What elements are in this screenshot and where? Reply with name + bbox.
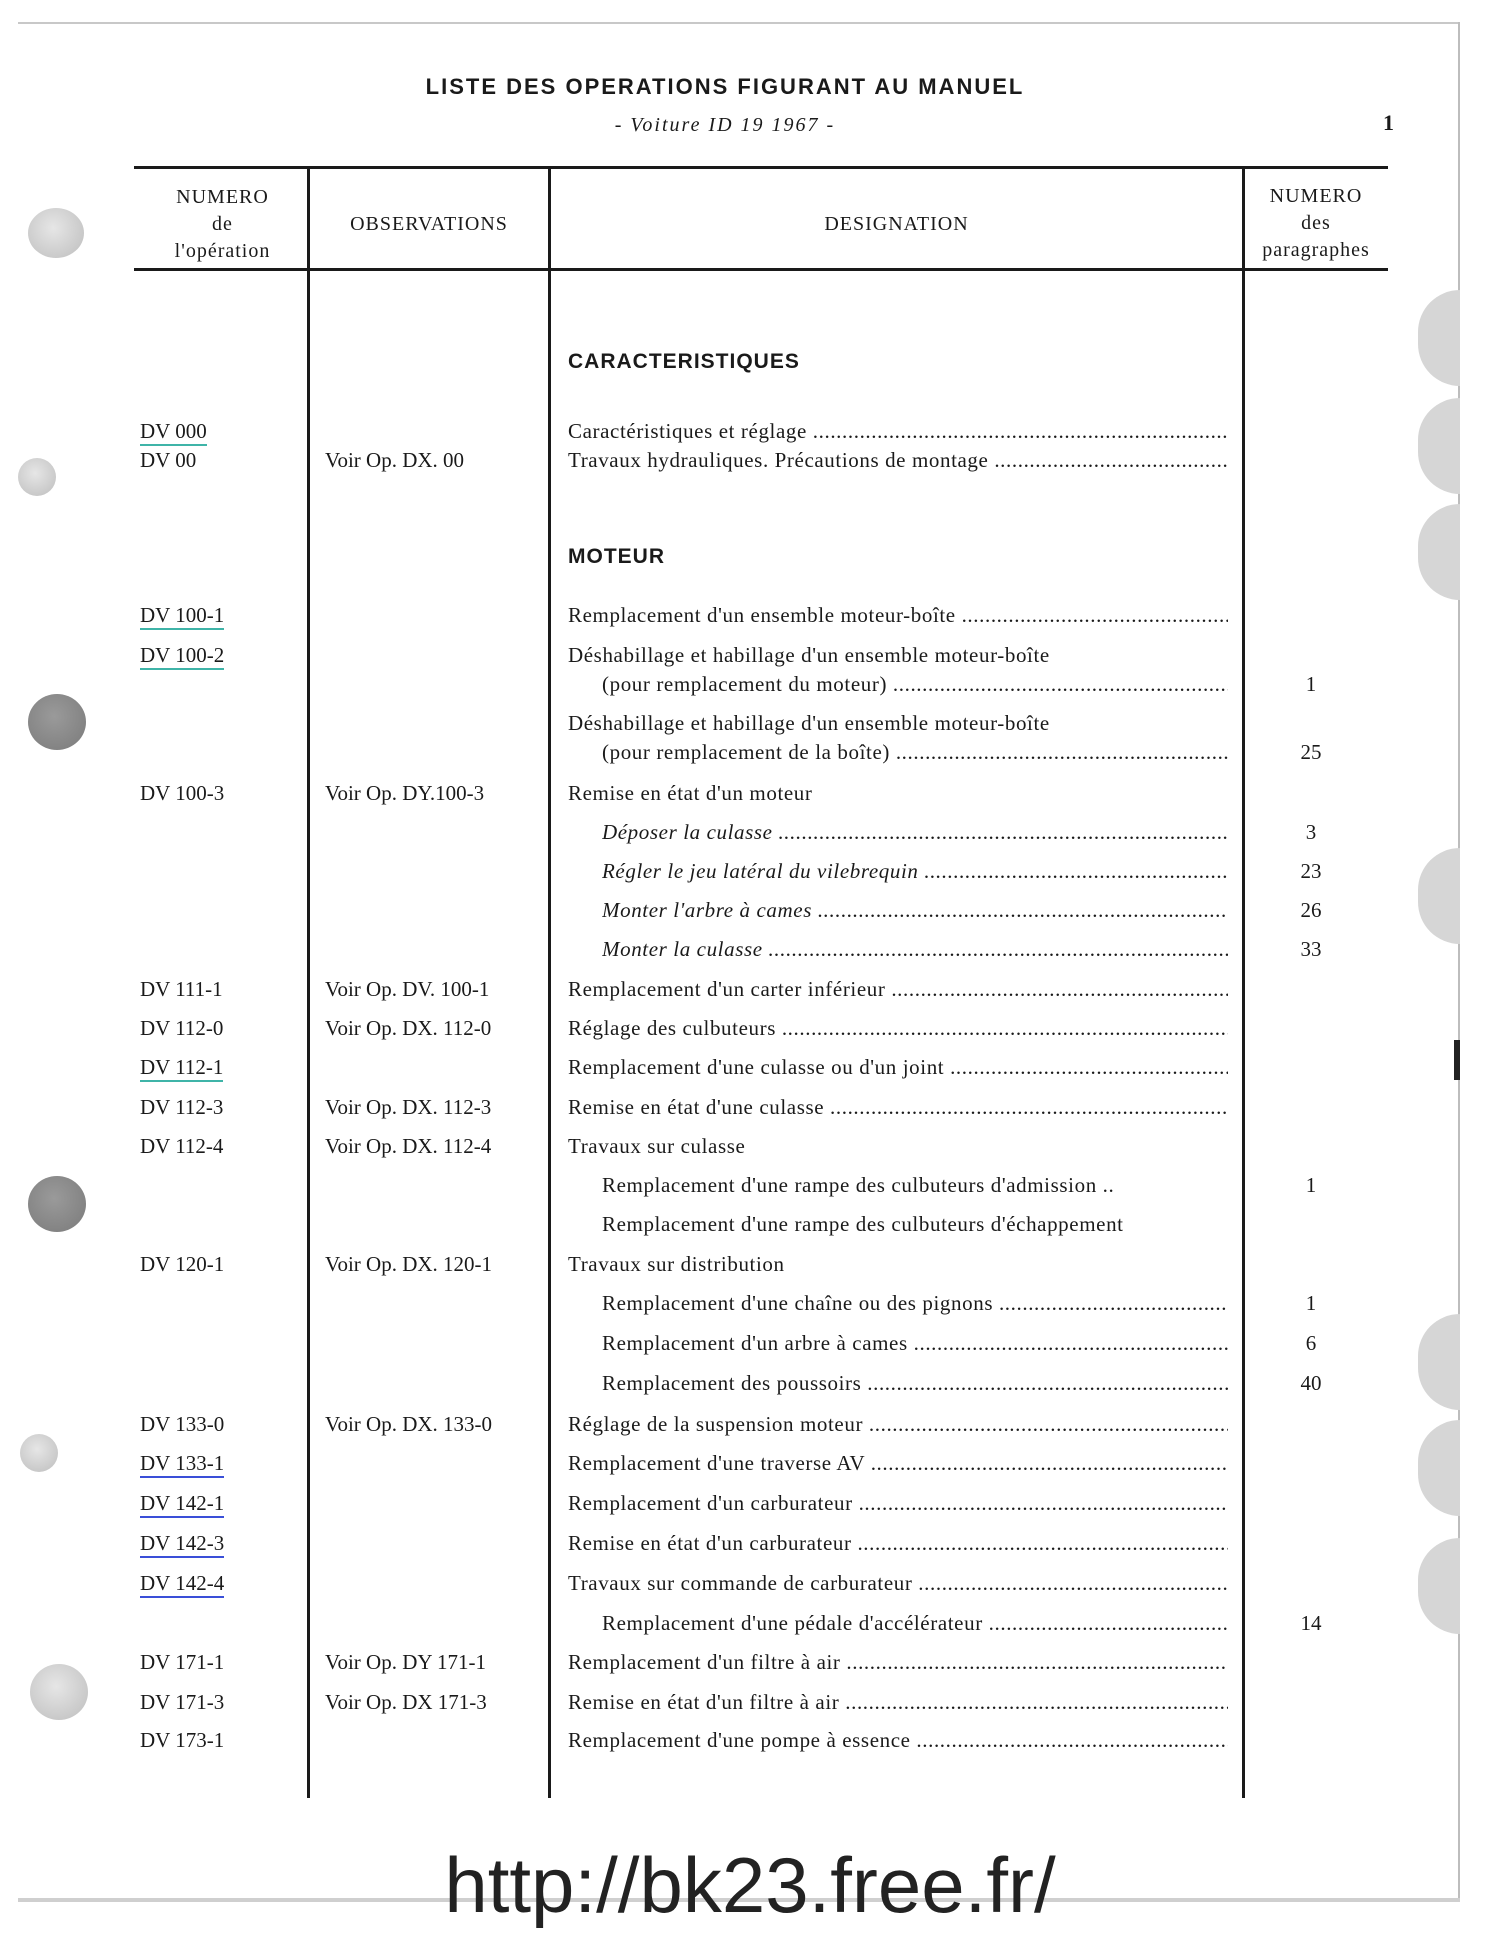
designation: Remplacement d'un arbre à cames ..... bbox=[602, 1331, 1228, 1356]
operation-number: DV 111-1 bbox=[140, 977, 223, 1001]
page-number: 1 bbox=[1383, 110, 1394, 135]
designation: Remplacement d'une pédale d'accélérateur ..... bbox=[602, 1611, 1228, 1636]
designation: Remplacement d'un ensemble moteur-boîte ..... bbox=[568, 603, 1228, 628]
observation: Voir Op. DX. 112-0 bbox=[325, 1016, 492, 1040]
page-top-edge bbox=[18, 22, 1460, 24]
observation: Voir Op. DX. 00 bbox=[325, 448, 465, 472]
paragraph-number: 1 bbox=[1305, 1173, 1317, 1197]
designation: Travaux sur commande de carburateur ..... bbox=[568, 1571, 1228, 1596]
punch-hole bbox=[28, 208, 84, 258]
page-edge-mark bbox=[1454, 1040, 1460, 1080]
designation: Remise en état d'un filtre à air ..... bbox=[568, 1690, 1228, 1715]
operation-number: DV 112-4 bbox=[140, 1134, 224, 1158]
designation: Travaux sur distribution bbox=[568, 1252, 785, 1276]
observation: Voir Op. DV. 100-1 bbox=[325, 977, 490, 1001]
designation: Remplacement d'une rampe des culbuteurs d'échappement bbox=[602, 1212, 1124, 1236]
designation: Déposer la culasse ..... bbox=[602, 820, 1228, 845]
designation: Réglage des culbuteurs ..... bbox=[568, 1016, 1228, 1041]
table-row bbox=[0, 419, 1450, 449]
table-row bbox=[0, 1371, 1450, 1401]
paragraph-number: 6 bbox=[1305, 1331, 1317, 1355]
operation-number-link[interactable]: DV 133-1 bbox=[140, 1451, 224, 1478]
table-row bbox=[0, 1291, 1450, 1321]
designation: Remplacement d'un carburateur ..... bbox=[568, 1491, 1228, 1516]
table-row bbox=[0, 898, 1450, 928]
operation-number-link[interactable]: DV 100-2 bbox=[140, 643, 224, 670]
table-row bbox=[0, 1252, 1450, 1282]
table-row bbox=[0, 603, 1450, 633]
observation: Voir Op. DX. 112-3 bbox=[325, 1095, 492, 1119]
designation: Remplacement des poussoirs ..... bbox=[602, 1371, 1228, 1396]
table-top-rule bbox=[134, 166, 1388, 169]
header-numero-line3: l'opération bbox=[174, 240, 271, 262]
header-numero-paragraphes bbox=[1246, 183, 1386, 264]
observation: Voir Op. DX. 133-0 bbox=[325, 1412, 493, 1436]
table-row bbox=[0, 1491, 1450, 1521]
operation-number-link[interactable]: DV 142-3 bbox=[140, 1531, 224, 1558]
operation-number: DV 171-3 bbox=[140, 1690, 225, 1714]
operation-number: DV 00 bbox=[140, 448, 197, 472]
designation: Remise en état d'une culasse ..... bbox=[568, 1095, 1228, 1120]
table-row bbox=[0, 1173, 1450, 1203]
table-row bbox=[0, 781, 1450, 811]
designation: (pour remplacement de la boîte) ..... bbox=[602, 740, 1228, 765]
designation: Travaux sur culasse bbox=[568, 1134, 746, 1158]
designation: Monter la culasse ..... bbox=[602, 937, 1228, 962]
table-row bbox=[0, 740, 1450, 770]
designation: Remplacement d'une rampe des culbuteurs d'admission .. bbox=[602, 1173, 1115, 1197]
table-row bbox=[0, 1412, 1450, 1442]
paragraph-number: 25 bbox=[1300, 740, 1322, 764]
table-row bbox=[0, 1650, 1450, 1680]
table-row bbox=[0, 1531, 1450, 1561]
designation: Monter l'arbre à cames ..... bbox=[602, 898, 1228, 923]
designation: Travaux hydrauliques. Précautions de montage ..... bbox=[568, 448, 1228, 473]
designation: Réglage de la suspension moteur ..... bbox=[568, 1412, 1228, 1437]
operation-number: DV 173-1 bbox=[140, 1728, 225, 1752]
table-row bbox=[0, 1728, 1450, 1758]
operation-number: DV 120-1 bbox=[140, 1252, 225, 1276]
observation: Voir Op. DY 171-1 bbox=[325, 1650, 486, 1674]
header-observations: OBSERVATIONS bbox=[350, 213, 508, 235]
table-row bbox=[0, 1055, 1450, 1085]
designation: Caractéristiques et réglage ..... bbox=[568, 419, 1228, 444]
paragraph-number: 26 bbox=[1300, 898, 1322, 922]
operation-number: DV 112-0 bbox=[140, 1016, 224, 1040]
operation-number: DV 112-3 bbox=[140, 1095, 224, 1119]
operation-number-link[interactable]: DV 142-4 bbox=[140, 1571, 224, 1598]
header-numero-operation bbox=[140, 184, 305, 265]
table-row bbox=[0, 672, 1450, 702]
document-title: LISTE DES OPERATIONS FIGURANT AU MANUEL bbox=[425, 74, 1025, 99]
section-title-moteur: MOTEUR bbox=[568, 545, 665, 568]
table-row bbox=[0, 1690, 1450, 1720]
designation: Remise en état d'un moteur bbox=[568, 781, 813, 805]
table-row bbox=[0, 1451, 1450, 1481]
designation: Remplacement d'une pompe à essence ..... bbox=[568, 1728, 1228, 1753]
index-tab bbox=[1418, 290, 1460, 386]
designation: Remplacement d'une culasse ou d'un joint ..... bbox=[568, 1055, 1228, 1080]
table-header-rule bbox=[134, 268, 1388, 271]
paragraph-number: 33 bbox=[1300, 937, 1322, 961]
observation: Voir Op. DX. 120-1 bbox=[325, 1252, 493, 1276]
operation-number: DV 171-1 bbox=[140, 1650, 225, 1674]
operation-number: DV 100-3 bbox=[140, 781, 225, 805]
table-row bbox=[0, 1134, 1450, 1164]
table-row bbox=[0, 859, 1450, 889]
designation: Remplacement d'une chaîne ou des pignons ..... bbox=[602, 1291, 1228, 1316]
paragraph-number: 40 bbox=[1300, 1371, 1322, 1395]
paragraph-number: 23 bbox=[1300, 859, 1322, 883]
header-paragraphes-line1: NUMERO bbox=[1269, 185, 1363, 207]
section-title-caracteristiques: CARACTERISTIQUES bbox=[568, 350, 800, 373]
operation-number-link[interactable]: DV 112-1 bbox=[140, 1055, 223, 1082]
operation-number: DV 133-0 bbox=[140, 1412, 225, 1436]
header-numero-line2: de bbox=[212, 213, 233, 235]
table-row bbox=[0, 1095, 1450, 1125]
paragraph-number: 3 bbox=[1305, 820, 1317, 844]
table-row bbox=[0, 711, 1450, 741]
operation-number-link[interactable]: DV 142-1 bbox=[140, 1491, 224, 1518]
paragraph-number: 14 bbox=[1300, 1611, 1322, 1635]
table-row bbox=[0, 937, 1450, 967]
table-row bbox=[0, 820, 1450, 850]
observation: Voir Op. DY.100-3 bbox=[325, 781, 485, 805]
index-tab bbox=[1418, 504, 1460, 600]
designation: Remplacement d'un filtre à air ..... bbox=[568, 1650, 1228, 1675]
table-row bbox=[0, 643, 1450, 673]
header-designation: DESIGNATION bbox=[824, 213, 969, 235]
operation-number-link[interactable]: DV 000 bbox=[140, 419, 207, 446]
designation: Remplacement d'une traverse AV ..... bbox=[568, 1451, 1228, 1476]
observation: Voir Op. DX. 112-4 bbox=[325, 1134, 492, 1158]
designation: Déshabillage et habillage d'un ensemble moteur-boîte bbox=[568, 711, 1050, 735]
header-paragraphes-line2: des bbox=[1301, 212, 1331, 234]
header-numero-line1: NUMERO bbox=[176, 186, 269, 208]
table-row bbox=[0, 448, 1450, 478]
paragraph-number: 1 bbox=[1305, 672, 1317, 696]
designation: Remise en état d'un carburateur ..... bbox=[568, 1531, 1228, 1556]
table-row bbox=[0, 1611, 1450, 1641]
observation: Voir Op. DX 171-3 bbox=[325, 1690, 487, 1714]
designation: Remplacement d'un carter inférieur ..... bbox=[568, 977, 1228, 1002]
table-row bbox=[0, 1212, 1450, 1242]
operation-number-link[interactable]: DV 100-1 bbox=[140, 603, 224, 630]
designation: Régler le jeu latéral du vilebrequin ..... bbox=[602, 859, 1228, 884]
designation: (pour remplacement du moteur) ..... bbox=[602, 672, 1228, 697]
watermark-url: http://bk23.free.fr/ bbox=[444, 1841, 1056, 1929]
document-subtitle: - Voiture ID 19 1967 - bbox=[614, 114, 836, 136]
table-row bbox=[0, 1331, 1450, 1361]
header-paragraphes-line3: paragraphes bbox=[1262, 239, 1370, 261]
table-row bbox=[0, 977, 1450, 1007]
table-row bbox=[0, 1571, 1450, 1601]
table-row bbox=[0, 1016, 1450, 1046]
designation: Déshabillage et habillage d'un ensemble moteur-boîte bbox=[568, 643, 1050, 667]
paragraph-number: 1 bbox=[1305, 1291, 1317, 1315]
